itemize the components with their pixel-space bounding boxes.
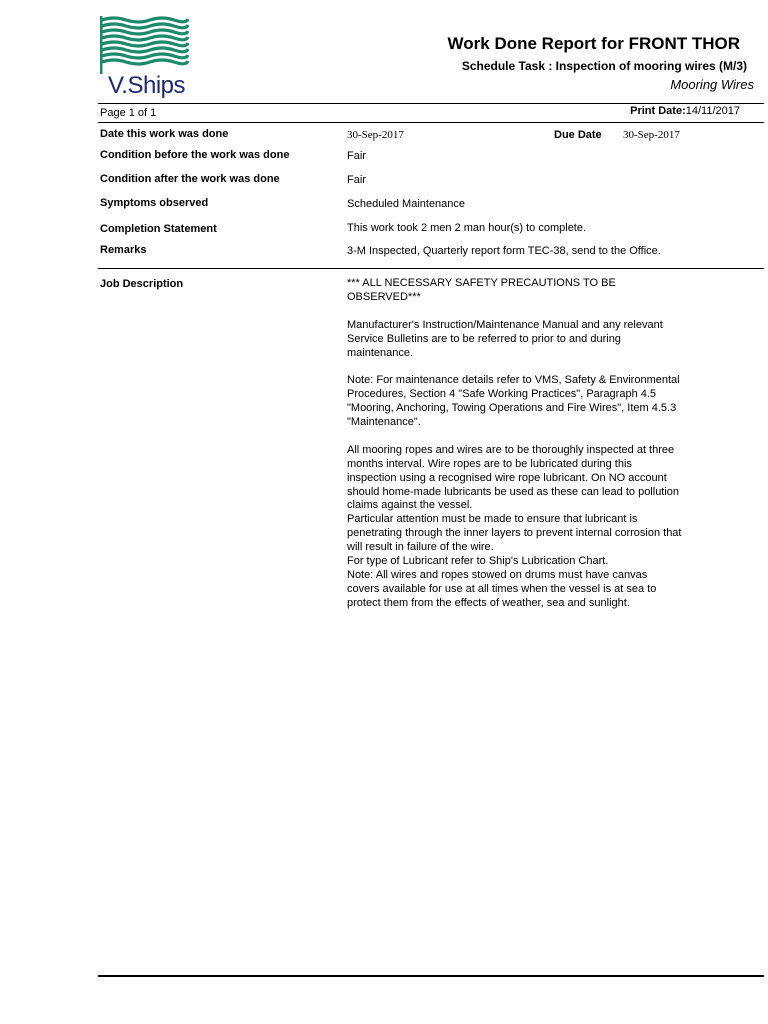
job-paragraph: Manufacturer's Instruction/Maintenance Manual and any relevant Service Bulletins are to be referred to prior to and during maintenance. <box>347 318 663 359</box>
job-paragraph: *** ALL NECESSARY SAFETY PRECAUTIONS TO BE OBSERVED*** <box>347 277 616 303</box>
condition-before-label: Condition before the work was done <box>100 149 290 161</box>
job-paragraph: All mooring ropes and wires are to be thoroughly inspected at three months interval. Wire ropes are to be lubricated during this inspection using a recognised wire rope lubricant. On NO account should home-made lubricants be used as these can lead to pollution claims against the vessel. <box>347 443 680 512</box>
print-date <box>630 105 740 117</box>
report-subtitle: Schedule Task : Inspection of mooring wires (M/3) <box>461 59 747 73</box>
meta-divider <box>98 122 764 123</box>
symptoms-value: Scheduled Maintenance <box>347 198 466 210</box>
job-paragraph: For type of Lubricant refer to Ship's Lubrication Chart. <box>347 555 609 568</box>
date-done-value: 30-Sep-2017 <box>347 129 404 141</box>
condition-before-value: Fair <box>347 150 366 162</box>
component-name: Mooring Wires <box>670 77 754 92</box>
due-date-label: Due Date <box>554 129 602 141</box>
header-divider <box>98 103 764 104</box>
due-date-value: 30-Sep-2017 <box>623 129 680 141</box>
logo-text: V.Ships <box>108 72 186 99</box>
remarks-label: Remarks <box>100 244 147 256</box>
condition-after-value: Fair <box>347 174 366 186</box>
remarks-value: 3-M Inspected, Quarterly report form TEC-38, send to the Office. <box>347 245 661 257</box>
completion-label: Completion Statement <box>100 223 217 235</box>
footer-divider <box>98 975 764 977</box>
job-paragraph: Particular attention must be made to ensure that lubricant is penetrating through the inner layers to prevent internal corrosion that will result in failure of the wire. <box>347 513 682 554</box>
job-description-label: Job Description <box>100 278 184 290</box>
report-title: Work Done Report for FRONT THOR <box>447 34 740 53</box>
symptoms-label: Symptoms observed <box>100 197 209 209</box>
completion-value: This work took 2 men 2 man hour(s) to complete. <box>347 222 587 234</box>
job-paragraph: Note: All wires and ropes stowed on drums must have canvas covers available for use at all times when the vessel is at sea to protect them from the effects of weather, sea and sunlight. <box>347 568 657 609</box>
page-number: Page 1 of 1 <box>100 107 157 119</box>
date-done-label: Date this work was done <box>100 128 229 140</box>
job-description <box>347 277 707 611</box>
print-date-value: 14/11/2017 <box>685 105 740 117</box>
fields-divider <box>98 268 764 269</box>
job-paragraph: Note: For maintenance details refer to VMS, Safety & Environmental Procedures, Section 4 "Safe Working Practices", Paragraph 4.5 "Mooring, Anchoring, Towing Operations and Fire Wires", Item 4.5.3 "Maintenance". <box>347 374 680 429</box>
condition-after-label: Condition after the work was done <box>100 173 280 185</box>
wave-flag-icon <box>100 16 190 74</box>
vships-logo <box>98 16 222 98</box>
print-date-label: Print Date: <box>630 105 686 117</box>
